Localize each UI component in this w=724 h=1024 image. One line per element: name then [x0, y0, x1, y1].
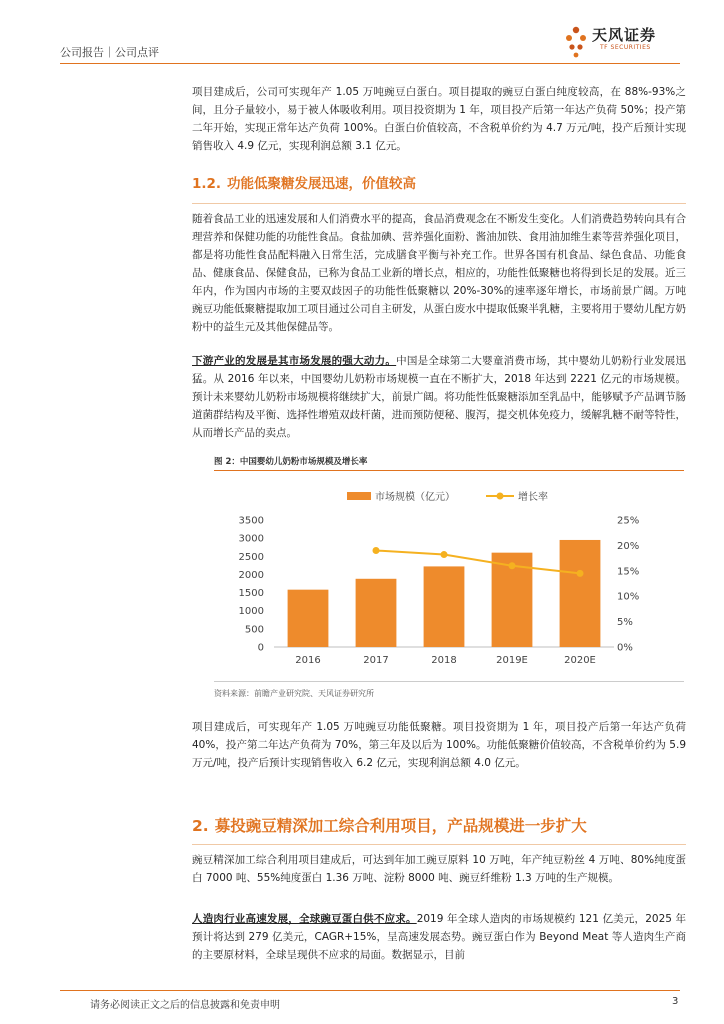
body-paragraph [192, 352, 686, 442]
section-number: 2. [192, 817, 209, 835]
market-size-chart [214, 478, 684, 678]
section-title: 募投豌豆精深加工综合利用项目，产品规模进一步扩大 [214, 817, 587, 835]
legend-label: 增长率 [518, 492, 548, 503]
y-right-tick-label: 5% [617, 617, 633, 629]
y-left-tick-label: 0 [257, 642, 264, 654]
y-left-tick-label: 3500 [238, 515, 264, 527]
figure-bottom-rule [214, 681, 684, 682]
body-paragraph [192, 851, 686, 887]
paragraph-text: 中国是全球第二大婴童消费市场，其中婴幼儿奶粉行业发展迅猛。从 2016 年以来，中国婴幼儿奶粉市场规模一直在不断扩大，2018 年达到 2221 亿元的市场规模。预计未来婴幼儿奶粉市场规模将继续扩大，前景广阔。将功能性低聚糖添加至乳品中，能够赋予产品调节肠道菌群结构及平衡、选择性增殖双歧杆菌，进而预防便秘、腹泻，提交机体免疫力，缓解乳糖不耐等特性，从而增长产品的卖点。 [192, 355, 687, 439]
x-tick-label: 2016 [295, 655, 321, 666]
legend-marker [497, 493, 504, 500]
x-tick-label: 2020E [564, 655, 596, 666]
logo-name: 天风证券 [592, 26, 657, 44]
figure-source: 资料来源：前瞻产业研究院、天风证券研究所 [214, 689, 374, 698]
y-right-tick-label: 25% [617, 515, 640, 527]
footer-disclaimer: 请务必阅读正文之后的信息披露和免责申明 [90, 1000, 280, 1011]
paragraph-text: 随着食品工业的迅速发展和人们消费水平的提高，食品消费观念在不断发生变化。人们消费趋势转向具有合理营养和保健功能的功能性食品。食盐加碘、营养强化面粉、酱油加铁、食用油加维生素等营养强化项目，都是将功能性食品配料融入日常生活，完成膳食平衡与补充工作。世界各国有机食品、绿色食品、功能食品、健康食品、保健食品，已称为食品工业新的增长点，相应的，功能性低聚糖也将得到长足的发展。近三年内，作为国内市场的主要双歧因子的功能性低聚糖以 20%-30%的速率逐年增长，市场前景广阔。万吨豌豆功能低聚糖提取加工项目通过公司自主研发，从蛋白废水中提取低聚半乳糖，主要将用于婴幼儿配方奶粉中的益生元及其他保健品等。 [192, 213, 686, 333]
growth-rate-point [441, 551, 448, 558]
growth-rate-point [509, 562, 516, 569]
growth-rate-point [577, 570, 584, 577]
figure-top-rule [214, 470, 684, 471]
section-heading [192, 172, 686, 192]
section-number: 1.2. [192, 176, 222, 192]
body-paragraph [192, 910, 686, 964]
paragraph-text: 项目建成后，公司可实现年产 1.05 万吨豌豆白蛋白。项目提取的豌豆白蛋白纯度较高，在 88%-93%之间，且分子量较小，易于被人体吸收利用。项目投资期为 1 年，项目投产后第一年达产负荷 50%；投产第二年开始，实现正常年达产负荷 100%。白蛋白价值较高，不含税单价约为 4.7 万元/吨，投产后预计实现销售收入 4.9 亿元，实现利润总额 3.1 亿元。 [192, 86, 686, 152]
paragraph-lead: 人造肉行业高速发展，全球豌豆蛋白供不应求。 [192, 913, 417, 925]
x-tick-label: 2018 [431, 655, 457, 666]
section-divider [192, 203, 686, 204]
paragraph-lead: 下游产业的发展是其市场发展的强大动力。 [192, 355, 397, 367]
logo-mark-icon [566, 27, 586, 58]
x-tick-label: 2017 [363, 655, 389, 666]
logo-name-en: TF SECURITIES [600, 44, 651, 51]
body-paragraph [192, 718, 686, 772]
paragraph-text: 2019 年全球人造肉的市场规模约 121 亿美元，2025 年预计将达到 279 亿美元，CAGR+15%，呈高速发展态势。豌豆蛋白作为 Beyond Meat 等人造肉生产商的主要原材料，全球呈现供不应求的局面。数据显示，目前 [192, 913, 687, 961]
x-tick-label: 2019E [496, 655, 528, 666]
y-left-tick-label: 1000 [238, 606, 264, 618]
section-heading [192, 814, 686, 836]
body-paragraph [192, 210, 686, 336]
bar-market-size [356, 579, 397, 647]
growth-rate-line [376, 550, 580, 573]
bar-market-size [288, 590, 329, 647]
paragraph-text: 项目建成后，可实现年产 1.05 万吨豌豆功能低聚糖。项目投资期为 1 年，项目投产后第一年达产负荷 40%，投产第二年达产负荷为 70%，第三年及以后为 100%。功能低聚糖价值较高，不含税单价约为 5.9 万元/吨，投产后预计实现销售收入 6.2 亿元，实现利润总额 4.0 亿元。 [192, 721, 686, 769]
legend-swatch-bar [347, 492, 371, 500]
y-right-tick-label: 10% [617, 591, 640, 603]
y-left-tick-label: 2500 [238, 551, 264, 563]
y-left-tick-label: 3000 [238, 533, 264, 545]
section-divider [192, 844, 686, 845]
bar-market-size [560, 540, 601, 647]
footer-divider [60, 990, 680, 991]
body-paragraph [192, 83, 686, 155]
figure-title: 图 2：中国婴幼儿奶粉市场规模及增长率 [214, 457, 368, 467]
growth-rate-point [373, 547, 380, 554]
y-left-tick-label: 2000 [238, 569, 264, 581]
section-title: 功能低聚糖发展迅速，价值较高 [227, 176, 417, 192]
y-right-tick-label: 0% [617, 642, 633, 654]
page-number: 3 [672, 996, 679, 1007]
y-right-tick-label: 15% [617, 566, 640, 578]
y-left-tick-label: 500 [244, 624, 264, 636]
legend-label: 市场规模（亿元） [375, 492, 455, 503]
y-left-tick-label: 1500 [238, 588, 264, 600]
paragraph-text: 豌豆精深加工综合利用项目建成后，可达到年加工豌豆原料 10 万吨，年产纯豆粉丝 4 万吨、80%纯度蛋白 7000 吨、55%纯度蛋白 1.36 万吨、淀粉 8000 吨、豌豆纤维粉 1.3 万吨的生产规模。 [192, 854, 686, 884]
report-category: 公司报告｜公司点评 [60, 46, 159, 59]
y-right-tick-label: 20% [617, 540, 640, 552]
bar-market-size [424, 566, 465, 647]
